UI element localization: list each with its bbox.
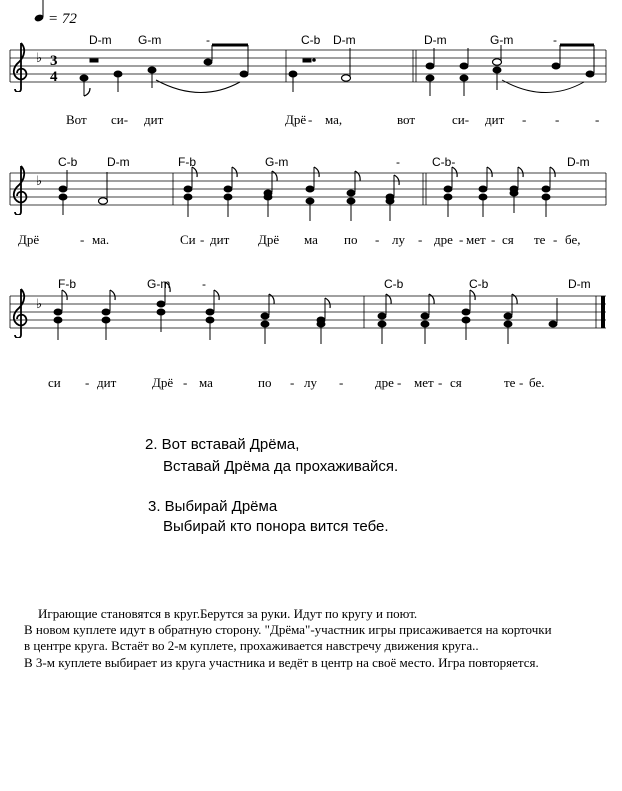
note — [240, 71, 248, 77]
lyrics-row-3 — [48, 375, 544, 390]
chord-symbol: D-m — [568, 277, 591, 291]
lyric-syllable: - — [595, 112, 600, 127]
chord-note — [184, 167, 197, 217]
lyric-syllable: дит — [485, 112, 505, 127]
lyric-syllable: ма — [304, 232, 318, 247]
chord-symbol: - — [553, 33, 557, 47]
lyric-syllable: Дрё — [258, 232, 280, 247]
lyric-syllable: - — [375, 232, 380, 247]
lyric-syllable: ма. — [92, 232, 110, 247]
chord-note — [224, 167, 237, 217]
chord-symbol: C-b — [384, 277, 404, 291]
lyric-syllable: - — [555, 112, 560, 127]
verse-3-line-1: 3. Выбирай Дрёма — [148, 498, 278, 515]
description-line-2: В новом куплете идут в обратную сторону. "Дрёма"-участник игры присаживается на корточки — [24, 622, 552, 637]
time-sig-top: 3 — [50, 53, 58, 69]
lyrics-row-1 — [66, 112, 599, 127]
lyric-syllable: Дрё — [152, 375, 174, 390]
chord-symbol: D-m — [107, 155, 130, 169]
lyric-syllable: - — [85, 375, 90, 390]
staff-system-1 — [10, 33, 606, 127]
chord-symbol: F-b — [178, 155, 196, 169]
chord-symbol: - — [202, 277, 206, 291]
chord-note — [421, 294, 434, 344]
chord-note — [462, 290, 475, 340]
chord-symbol: D-m — [89, 33, 112, 47]
lyric-syllable: лу — [392, 232, 405, 247]
lyric-syllable: по — [258, 375, 272, 390]
verse-2-line-2: Вставай Дрёма да прохаживайся. — [163, 458, 399, 475]
chord-note — [306, 167, 319, 221]
lyric-syllable: - — [418, 232, 423, 247]
chord-note — [542, 167, 555, 217]
lyric-syllable: дит — [210, 232, 230, 247]
lyric-syllable: дит — [144, 112, 164, 127]
chord-note — [510, 167, 523, 213]
chord-note — [386, 175, 399, 221]
chord-note — [347, 171, 360, 221]
lyric-syllable: вот — [397, 112, 416, 127]
lyric-syllable: Си — [180, 232, 196, 247]
lyric-syllable: - — [397, 375, 402, 390]
chord-symbol: - — [396, 155, 400, 169]
lyric-syllable: те — [534, 232, 546, 247]
lyric-syllable: бе, — [565, 232, 581, 247]
chord-note — [264, 171, 277, 217]
description-line-4: В 3-м куплете выбирает из круга участника и ведёт в центр на своё место. Игра повторяется. — [24, 655, 539, 670]
chord-note — [54, 290, 67, 340]
lyrics-row-2 — [18, 232, 580, 247]
lyric-syllable: Вот — [66, 112, 87, 127]
chord-symbol: C-b — [469, 277, 489, 291]
chord-symbol: C-b — [58, 155, 78, 169]
lyric-syllable: - — [80, 232, 85, 247]
flat-icon: ♭ — [36, 296, 43, 311]
lyric-syllable: те — [504, 375, 516, 390]
lyric-syllable: - — [290, 375, 295, 390]
lyric-syllable: си — [48, 375, 61, 390]
chord-symbol: G-m — [490, 33, 514, 47]
chord-symbol: D-m — [567, 155, 590, 169]
lyric-syllable: си- — [452, 112, 470, 127]
chord-note — [206, 290, 219, 340]
time-sig-bottom: 4 — [50, 69, 58, 85]
staff-system-3 — [10, 277, 606, 390]
tempo-text: = 72 — [48, 11, 77, 27]
chord-symbol: C-b- — [432, 155, 456, 169]
chord-note — [378, 294, 391, 344]
chord-note — [317, 298, 330, 344]
lyric-syllable: дре — [375, 375, 394, 390]
note — [204, 59, 212, 65]
lyric-syllable: дре — [434, 232, 453, 247]
flat-icon: ♭ — [36, 50, 43, 65]
lyric-syllable: - — [183, 375, 188, 390]
lyric-syllable: - — [200, 232, 205, 247]
lyric-syllable: - — [339, 375, 344, 390]
lyric-syllable: - — [553, 232, 558, 247]
verse-3-line-2: Выбирай кто понора вится тебе. — [163, 518, 389, 535]
chord-symbol: F-b — [58, 277, 76, 291]
chord-note — [261, 294, 274, 344]
lyric-syllable: дит — [97, 375, 117, 390]
description-line-3: в центре круга. Встаёт во 2-м куплете, прохаживается навстречу движения круга.. — [24, 638, 479, 653]
lyric-syllable: Дрё — [18, 232, 40, 247]
lyric-syllable: лу — [304, 375, 317, 390]
lyric-syllable: ма — [199, 375, 213, 390]
lyric-syllable: - — [519, 375, 524, 390]
chord-symbol: G-m — [138, 33, 162, 47]
staff-system-2 — [10, 155, 606, 247]
lyric-syllable: мет — [466, 232, 486, 247]
lyric-syllable: - — [438, 375, 443, 390]
lyric-syllable: - — [459, 232, 464, 247]
lyric-syllable: ся — [450, 375, 462, 390]
lyric-syllable: - — [522, 112, 527, 127]
chord-symbol: D-m — [424, 33, 447, 47]
flat-icon: ♭ — [36, 173, 43, 188]
chord-symbol: C-b — [301, 33, 321, 47]
tempo-mark — [34, 0, 78, 27]
chord-note — [479, 167, 492, 217]
half-rest-icon — [90, 59, 98, 62]
lyric-syllable: - — [491, 232, 496, 247]
chord-note — [504, 294, 517, 344]
chord-symbol: G-m — [265, 155, 289, 169]
lyric-syllable: ма, — [325, 112, 343, 127]
lyric-syllable: по — [344, 232, 358, 247]
chord-note — [444, 167, 457, 217]
chord-row-2 — [58, 155, 590, 169]
lyric-syllable: - — [308, 112, 313, 127]
chord-symbol: G-m — [147, 277, 171, 291]
verse-2-line-1: 2. Вот вставай Дрёма, — [145, 436, 300, 453]
lyric-syllable: бе. — [529, 375, 545, 390]
chord-symbol: - — [206, 33, 210, 47]
chord-symbol: D-m — [333, 33, 356, 47]
chord-note — [102, 290, 115, 340]
chord-row-1 — [89, 33, 557, 47]
lyric-syllable: Дрё — [285, 112, 307, 127]
chord-row-3 — [58, 277, 591, 291]
lyric-syllable: ся — [502, 232, 514, 247]
lyric-syllable: мет — [414, 375, 434, 390]
lyric-syllable: си- — [111, 112, 129, 127]
description-line-1: Играющие становятся в круг.Берутся за руки. Идут по кругу и поют. — [38, 606, 418, 621]
